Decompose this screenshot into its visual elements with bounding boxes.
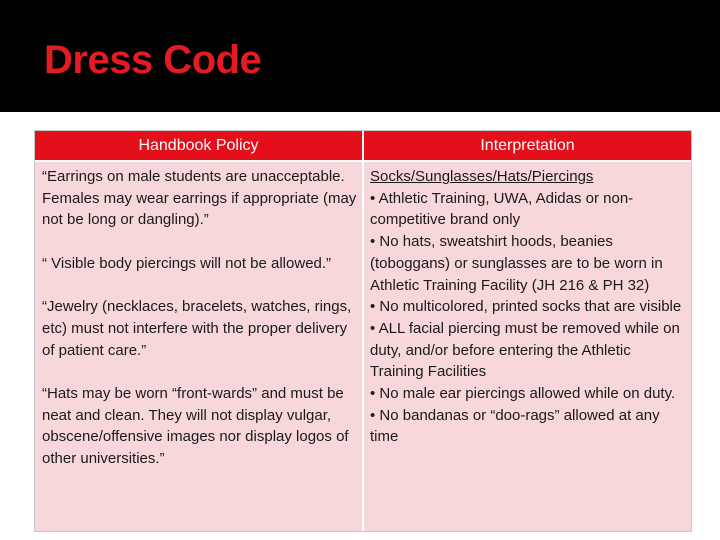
interpretation-heading: Socks/Sunglasses/Hats/Piercings bbox=[370, 168, 594, 185]
interpretation-cell bbox=[364, 162, 691, 531]
slide-title: Dress Code bbox=[44, 38, 262, 82]
policy-text bbox=[42, 166, 360, 470]
interpretation-bullet: • No bandanas or “doo-rags” allowed at any time bbox=[370, 406, 660, 446]
interpretation-bullet: • No multicolored, printed socks that are visible bbox=[370, 298, 682, 316]
interpretation-bullet: • No hats, sweatshirt hoods, beanies (toboggans) or sunglasses are to be worn in Athletic Training Facility (JH 216 & PH 32) bbox=[370, 233, 663, 294]
policy-piercings: “ Visible body piercings will not be allowed.” bbox=[42, 254, 332, 272]
interpretation-text bbox=[370, 166, 688, 448]
dress-code-table bbox=[34, 130, 692, 532]
header-interpretation: Interpretation bbox=[480, 137, 575, 154]
policy-hats: “Hats may be worn “front-wards” and must be neat and clean. They will not display vulgar, obscene/offensive images nor display logos of other universities.” bbox=[42, 384, 349, 468]
interpretation-bullet: • Athletic Training, UWA, Adidas or non-competitive brand only bbox=[370, 189, 634, 229]
title-bar bbox=[0, 0, 720, 112]
column-divider bbox=[362, 131, 364, 531]
interpretation-bullet: • ALL facial piercing must be removed while on duty, and/or before entering the Athletic Training Facilities bbox=[370, 319, 680, 381]
policy-earrings: “Earrings on male students are unacceptable. Females may wear earrings if appropriate (may not be long or dangling).” bbox=[42, 168, 357, 229]
policy-jewelry: “Jewelry (necklaces, bracelets, watches, rings, etc) must not interfere with the proper delivery of patient care.” bbox=[42, 298, 352, 359]
interpretation-bullet: • No male ear piercings allowed while on duty. bbox=[370, 385, 676, 403]
policy-cell bbox=[35, 162, 362, 531]
header-handbook-policy: Handbook Policy bbox=[138, 137, 259, 154]
